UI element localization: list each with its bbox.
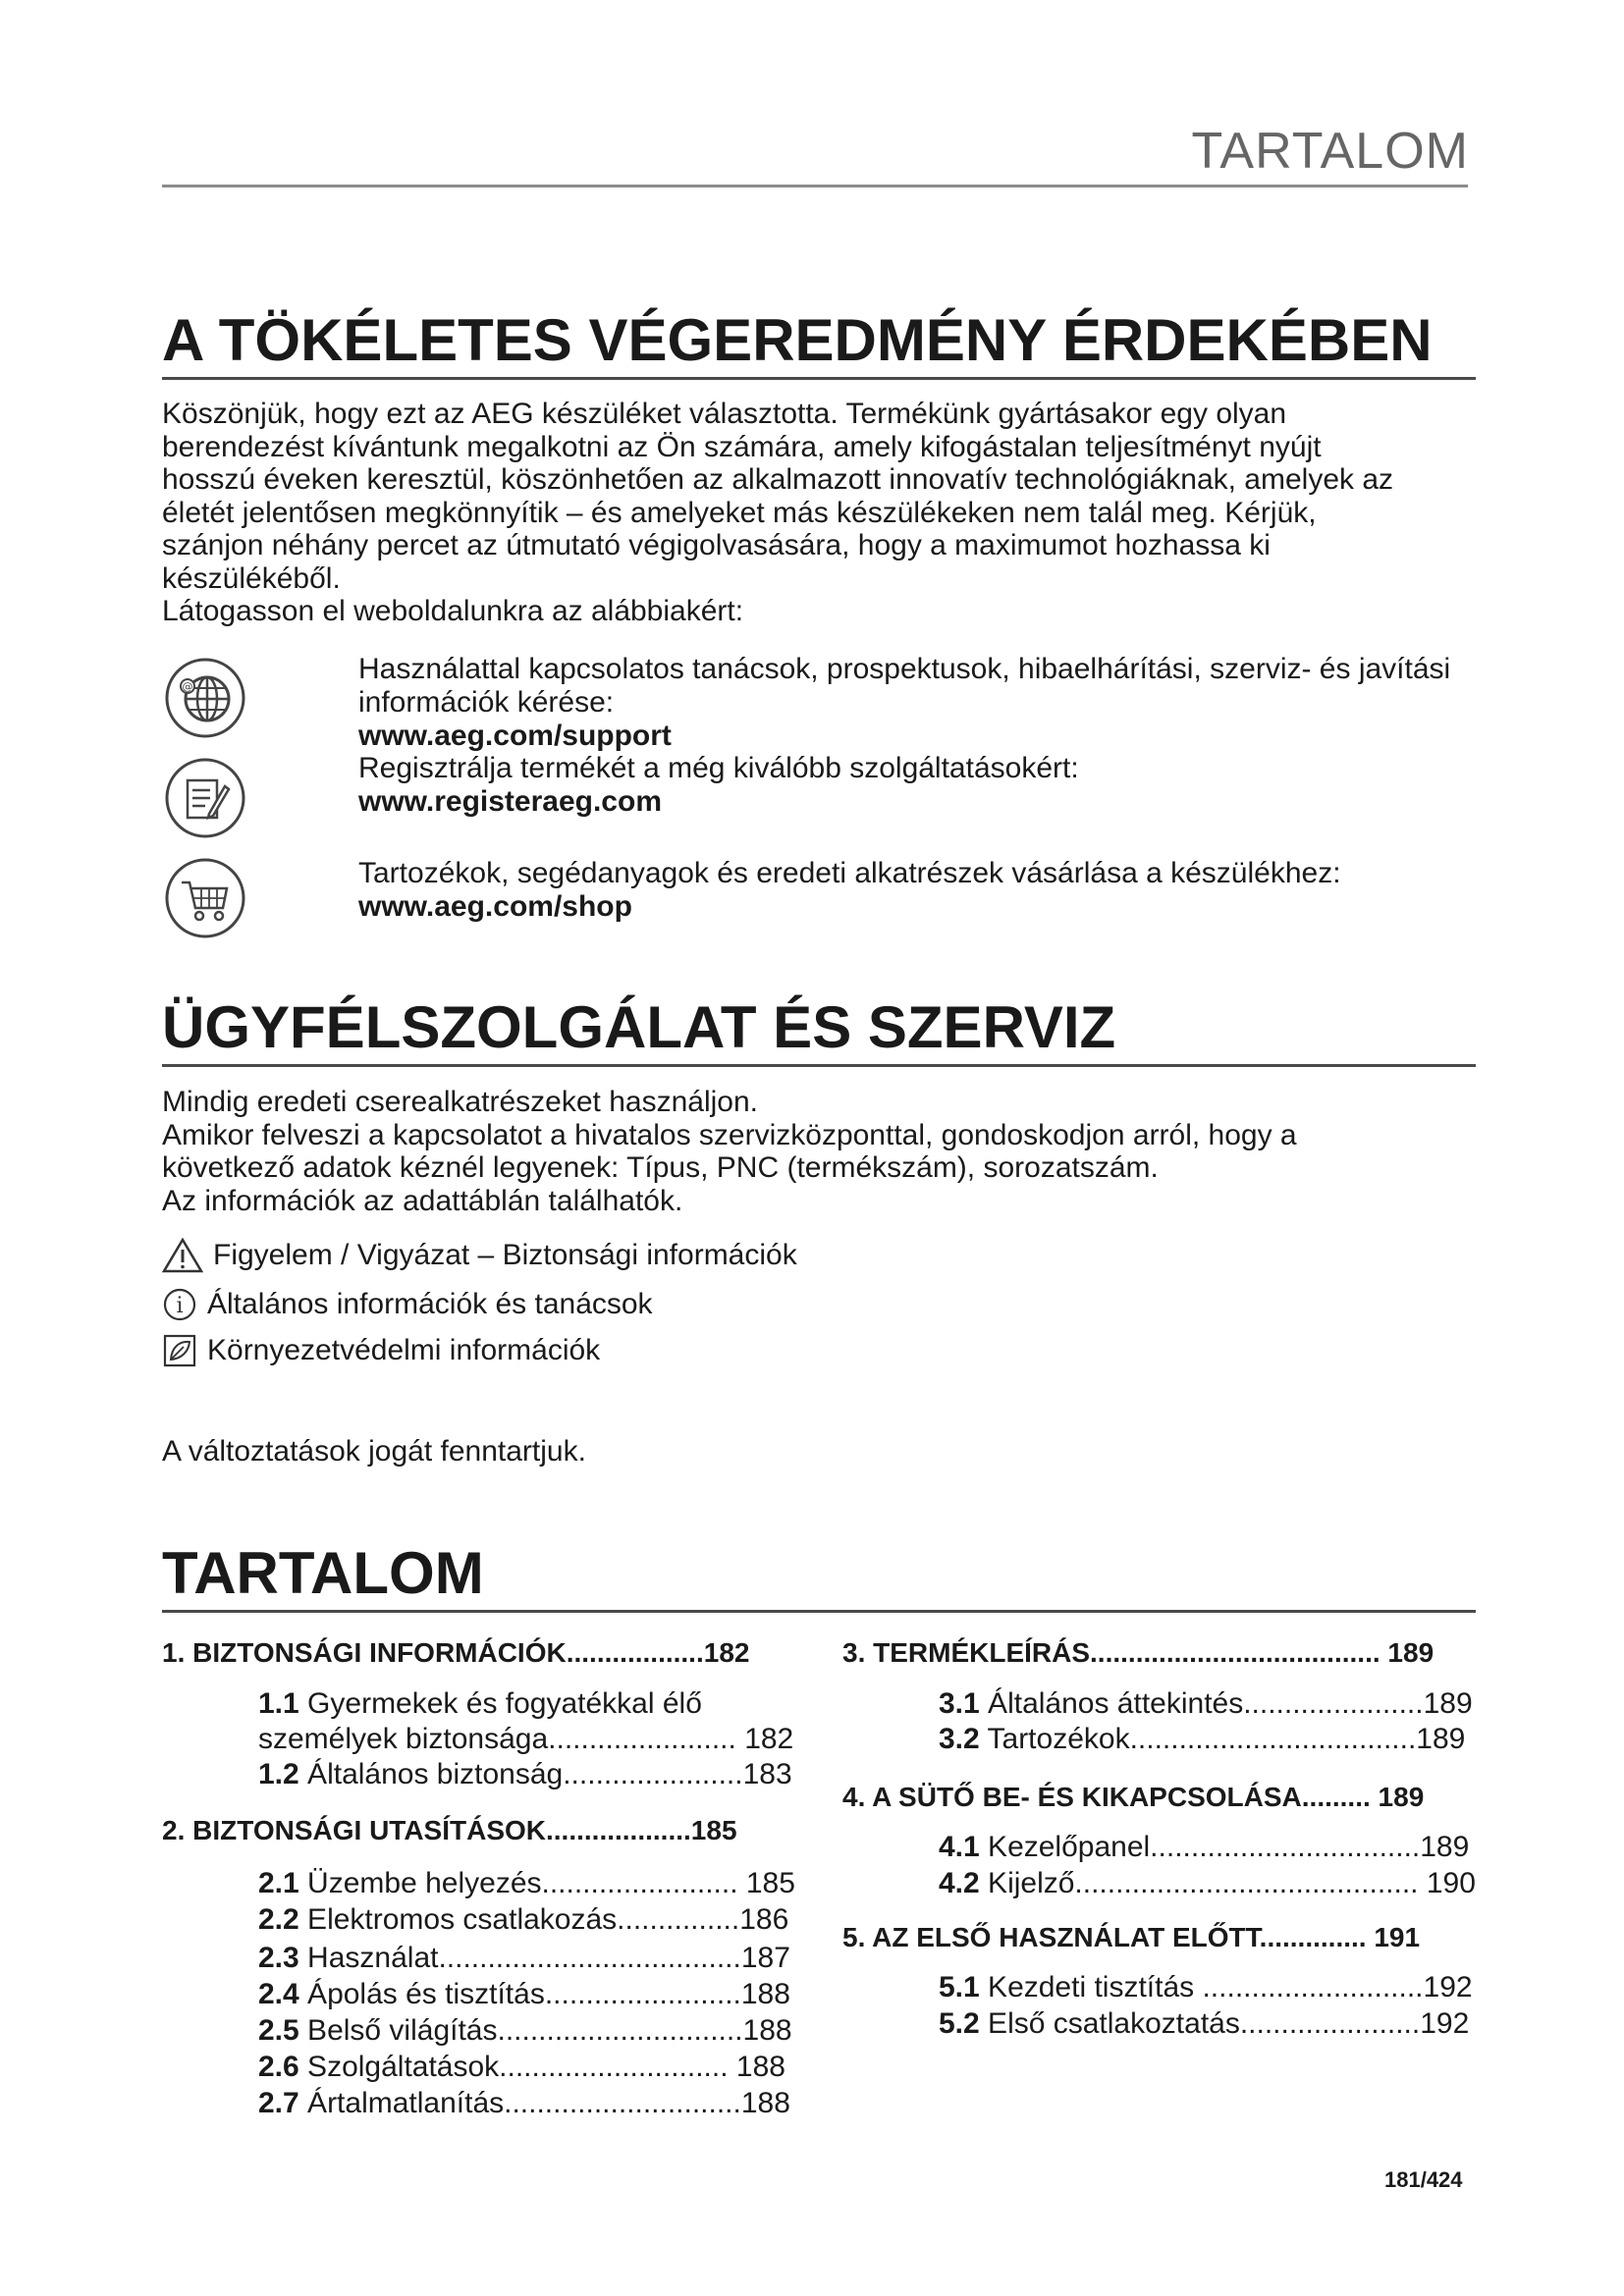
toc-entry-number: 2.2 [258, 1903, 299, 1936]
shop-link-block [358, 857, 1468, 924]
section-title-customer-service: ÜGYFÉLSZOLGÁLAT ÉS SZERVIZ [162, 994, 1116, 1060]
toc-entry-text: Üzembe helyezés........................ 185 [298, 1867, 795, 1899]
shop-description: Tartozékok, segédanyagok és eredeti alkatrészek vásárlása a készülékhez: [358, 857, 1341, 889]
toc-entry-2-4[interactable] [258, 1978, 790, 2011]
environment-leaf-icon [162, 1333, 197, 1368]
legend-row-environment [162, 1331, 600, 1370]
toc-entry-4-1[interactable] [939, 1831, 1469, 1864]
section-title-perfect-results: A TÖKÉLETES VÉGEREDMÉNY ÉRDEKÉBEN [162, 307, 1433, 373]
toc-entry-number: 4.1 [939, 1831, 980, 1863]
legend-text: Környezetvédelmi információk [207, 1334, 601, 1366]
toc-entry-number: 2.3 [258, 1942, 299, 1974]
toc-entry-number: 5.2 [939, 2007, 980, 2040]
warning-triangle-icon [162, 1238, 203, 1273]
shopping-cart-icon [164, 857, 246, 939]
toc-entry-text: Általános áttekintés......................189 [979, 1687, 1473, 1720]
toc-entry-1-1[interactable] [258, 1687, 702, 1721]
toc-entry-text: Elektromos csatlakozás...............186 [298, 1903, 789, 1936]
register-document-icon [164, 757, 246, 839]
toc-entry-text: Kezdeti tisztítás ...........................192 [979, 1971, 1473, 2003]
toc-entry-text: Gyermekek és fogyatékkal élő [298, 1687, 702, 1720]
support-link-block [358, 653, 1468, 753]
service-line: Az információk az adattáblán találhatók. [162, 1184, 683, 1217]
support-description: Használattal kapcsolatos tanácsok, prospektusok, hibaelhárítási, szerviz- és javítási [358, 653, 1451, 685]
intro-line: szánjon néhány percet az útmutató végigolvasására, hogy a maximumot hozhassa ki [162, 529, 1271, 561]
intro-line: hosszú éveken keresztül, köszönhetően az alkalmazott innovatív technológiáknak, amelyek az [162, 463, 1394, 496]
toc-entry-2-2[interactable] [258, 1903, 788, 1937]
toc-entry-5-2[interactable] [939, 2007, 1469, 2041]
svg-text:i: i [176, 1294, 184, 1318]
toc-entry-1-2[interactable] [258, 1758, 792, 1791]
section-rule [162, 377, 1476, 380]
support-description-cont: információk kérése: [358, 686, 615, 719]
service-paragraph [162, 1086, 1478, 1217]
legend-row-info [162, 1285, 653, 1324]
toc-entry-number: 2.4 [258, 1978, 299, 2010]
toc-entry-number: 1.1 [258, 1687, 299, 1720]
toc-entry-text: Belső világítás..............................188 [298, 2014, 792, 2047]
toc-entry-number: 2.1 [258, 1867, 299, 1899]
intro-line: Látogasson el weboldalunkra az alábbiakért: [162, 595, 744, 627]
toc-entry-text: Ártalmatlanítás.............................188 [298, 2087, 790, 2119]
toc-entry-number: 5.1 [939, 1971, 980, 2003]
toc-entry-number: 3.1 [939, 1687, 980, 1720]
toc-rule [162, 1610, 1476, 1613]
toc-entry-number: 2.5 [258, 2014, 299, 2047]
toc-entry-text: Szolgáltatások............................ 188 [298, 2051, 785, 2083]
toc-entry-3-1[interactable] [939, 1687, 1473, 1721]
globe-icon [164, 657, 246, 739]
intro-line: Köszönjük, hogy ezt az AEG készüléket választotta. Termékünk gyártásakor egy olyan [162, 398, 1287, 430]
register-url-link[interactable]: www.registeraeg.com [358, 785, 662, 818]
toc-entry-text: Használat.....................................187 [298, 1942, 790, 1974]
info-icon [162, 1287, 197, 1322]
toc-entry-number: 3.2 [939, 1723, 980, 1755]
toc-entry-4-2[interactable] [939, 1867, 1476, 1900]
toc-entry-2-6[interactable] [258, 2051, 785, 2084]
toc-entry-text: Kezelőpanel.................................189 [979, 1831, 1470, 1863]
toc-entry-number: 4.2 [939, 1867, 980, 1899]
header-rule [162, 185, 1468, 187]
legend-row-warning [162, 1236, 797, 1275]
toc-entry-text: Általános biztonság......................183 [298, 1758, 792, 1790]
svg-text:@: @ [182, 680, 193, 693]
intro-line: életét jelentősen megkönnyítik – és amelyeket más készülékeken nem talál meg. Kérjük, [162, 496, 1317, 529]
service-line: következő adatok kéznél legyenek: Típus, PNC (termékszám), sorozatszám. [162, 1151, 1159, 1184]
legend-text: Figyelem / Vigyázat – Biztonsági információk [213, 1239, 797, 1271]
toc-entry-2-5[interactable] [258, 2014, 792, 2048]
support-url-link[interactable]: www.aeg.com/support [358, 720, 672, 752]
toc-entry-number: 1.2 [258, 1758, 299, 1790]
toc-chapter-1[interactable]: 1. BIZTONSÁGI INFORMÁCIÓK..................182 [162, 1637, 750, 1668]
page-number: 181/424 [1384, 2167, 1463, 2192]
toc-entry-text: Tartozékok...................................189 [979, 1723, 1466, 1755]
toc-title: TARTALOM [162, 1540, 484, 1606]
intro-paragraph [162, 398, 1478, 628]
shop-url-link[interactable]: www.aeg.com/shop [358, 890, 632, 923]
toc-entry-text: Ápolás és tisztítás........................188 [298, 1978, 790, 2010]
toc-entry-number: 2.7 [258, 2087, 299, 2119]
toc-chapter-2[interactable]: 2. BIZTONSÁGI UTASÍTÁSOK...................185 [162, 1815, 737, 1845]
toc-chapter-5[interactable]: 5. AZ ELSŐ HASZNÁLAT ELŐTT.............. 191 [842, 1922, 1421, 1952]
intro-line: készülékéből. [162, 561, 341, 595]
register-description: Regisztrálja termékét a még kiválóbb szolgáltatásokért: [358, 752, 1079, 784]
toc-entry-text: személyek biztonsága....................... 182 [258, 1723, 794, 1755]
legend-text: Általános információk és tanácsok [207, 1288, 653, 1320]
toc-entry-2-7[interactable] [258, 2087, 790, 2120]
toc-entry-5-1[interactable] [939, 1971, 1473, 2004]
toc-entry-3-2[interactable] [939, 1723, 1465, 1756]
rights-reserved-note: A változtatások jogát fenntartjuk. [162, 1435, 586, 1468]
running-header-title: TARTALOM [1191, 123, 1469, 180]
section-rule [162, 1064, 1476, 1067]
toc-entry-1-1-cont[interactable] [258, 1723, 793, 1756]
toc-entry-text: Kijelző.......................................... 190 [979, 1867, 1476, 1899]
service-line: Amikor felveszi a kapcsolatot a hivatalos szervizközponttal, gondoskodjon arról, hogy a [162, 1118, 1297, 1151]
toc-entry-2-1[interactable] [258, 1867, 795, 1900]
toc-entry-number: 2.6 [258, 2051, 299, 2083]
service-line: Mindig eredeti cserealkatrészeket használjon. [162, 1086, 758, 1118]
intro-line: berendezést kívántunk megalkotni az Ön számára, amely kifogástalan teljesítményt nyújt [162, 430, 1322, 463]
toc-entry-text: Első csatlakoztatás......................192 [979, 2007, 1470, 2040]
toc-chapter-4[interactable]: 4. A SÜTŐ BE- ÉS KIKAPCSOLÁSA......... 189 [842, 1782, 1425, 1812]
toc-chapter-3[interactable]: 3. TERMÉKLEÍRÁS...................................... 189 [842, 1637, 1435, 1668]
toc-entry-2-3[interactable] [258, 1942, 790, 1975]
register-link-block [358, 752, 1468, 819]
